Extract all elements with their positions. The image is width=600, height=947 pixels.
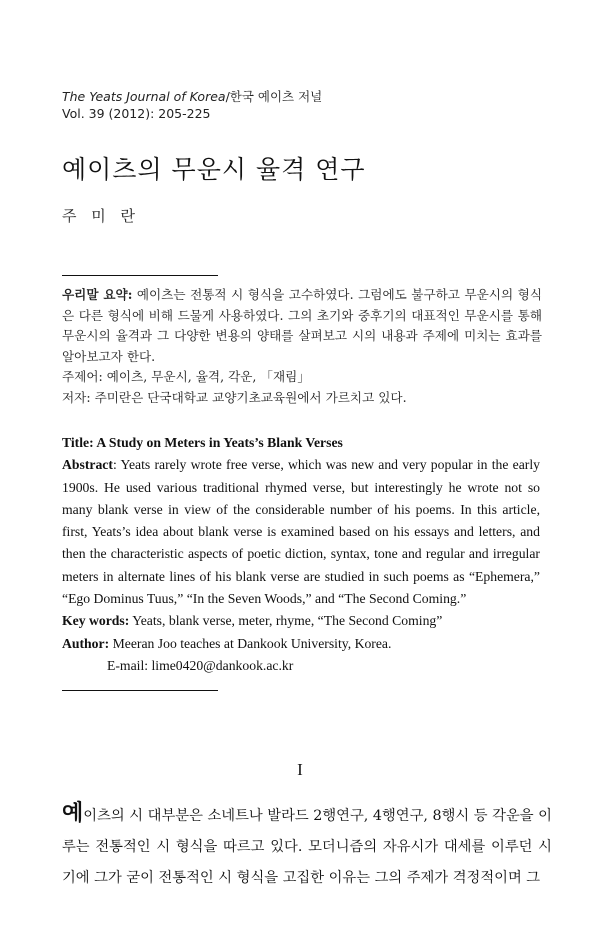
english-keywords <box>62 610 540 632</box>
english-abstract-label: Abstract <box>62 457 113 473</box>
section-number: I <box>297 760 303 779</box>
english-author-label: Author: <box>62 635 110 651</box>
english-abstract <box>62 432 540 677</box>
english-email: E-mail: lime0420@dankook.ac.kr <box>107 657 294 673</box>
english-title: Title: A Study on Meters in Yeats’s Blank Verses <box>62 435 343 450</box>
journal-name: The Yeats Journal of Korea <box>62 89 226 104</box>
article-author: 주 미 란 <box>62 207 141 225</box>
english-author-text: Meeran Joo teaches at Dankook University, Korea. <box>109 635 392 651</box>
korean-author-line: 저자: 주미란은 단국대학교 교양기초교육원에서 가르치고 있다. <box>62 389 407 405</box>
english-abstract-body <box>62 454 540 610</box>
english-author <box>62 633 540 655</box>
journal-name-line <box>62 88 322 105</box>
section-paragraph-text: 이츠의 시 대부분은 소네트나 발라드 2행연구, 4행연구, 8행시 등 각운을 이루는 전통적인 시 형식을 따르고 있다. 모더니즘의 자유시가 대세를 이루던 시기에 그가 굳이 전통적인 시 형식을 고집한 이유는 그의 주제가 격정적이며 그 <box>62 808 552 886</box>
section-paragraph <box>62 798 552 894</box>
korean-abstract-text: 예이츠는 전통적 시 형식을 고수하였다. 그럼에도 불구하고 무운시의 형식은 다른 형식에 비해 드물게 사용하였다. 그의 초기와 중후기의 대표적인 무운시를 통해 무운시의 율격과 그 다양한 변용의 양태를 살펴보고 시의 내용과 주제에 미치는 효과를 알아보고자 한다. <box>62 287 542 364</box>
journal-name-korean: /한국 예이츠 저널 <box>225 89 323 104</box>
bottom-divider <box>62 690 218 691</box>
section-body <box>62 798 552 894</box>
english-keywords-text: Yeats, blank verse, meter, rhyme, “The Second Coming” <box>129 613 443 629</box>
korean-abstract-label: 우리말 요약: <box>62 287 133 302</box>
english-abstract-text: : Yeats rarely wrote free verse, which was new and very popular in the early 1900s. He used various traditional rhymed verse, but interestingly he wrote not so many blank verse in view of the considerable number of his poems. In this article, first, Yeats’s idea about blank verse is examined based on his essays and letters, and then the characteristic aspects of poetic diction, syntax, tone and regular and irregular meters in alternate lines of his blank verse are studied in such poems as “Ephemera,” “Ego Dominus Tuus,” “In the Seven Woods,” and “The Second Coming.” <box>62 457 540 607</box>
drop-cap: 예 <box>62 800 84 826</box>
korean-abstract-body <box>62 285 542 367</box>
top-divider <box>62 275 218 276</box>
english-keywords-label: Key words: <box>62 613 130 629</box>
journal-header <box>62 88 322 122</box>
korean-keywords: 주제어: 예이츠, 무운시, 율격, 각운, 「재림」 <box>62 369 310 384</box>
article-title: 예이츠의 무운시 율격 연구 <box>62 155 366 184</box>
journal-volume: Vol. 39 (2012): 205-225 <box>62 106 211 121</box>
korean-abstract <box>62 285 542 408</box>
